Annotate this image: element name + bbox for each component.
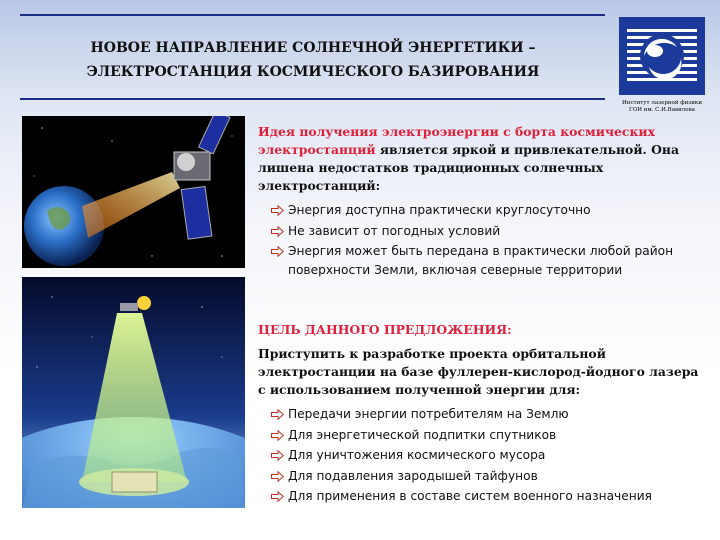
logo-caption-line-1: Институт лазерной физики: [622, 100, 702, 106]
idea-highlight: Идея получения электроэнергии с борта космических электростанций: [258, 124, 655, 157]
list-item-text: Для подавления зародышей тайфунов: [288, 468, 538, 483]
satellite-photo: [22, 116, 245, 268]
arrow-bullet-icon: [271, 205, 284, 216]
arrow-bullet-icon: [271, 491, 284, 502]
list-item: [258, 242, 703, 279]
idea-rest: является яркой и привлекательной. Она лишена недостатков традиционных солнечных электростанций:: [258, 142, 680, 193]
goal-heading: ЦЕЛЬ ДАННОГО ПРЕДЛОЖЕНИЯ:: [258, 322, 512, 337]
list-item: [258, 487, 703, 506]
list-item-text: Для уничтожения космического мусора: [288, 448, 546, 462]
list-item-text: Не зависит от погодных условий: [288, 223, 501, 238]
list-item-text: Для применения в составе систем военного назначения: [288, 489, 652, 503]
list-item: [258, 405, 703, 424]
section-idea: [258, 123, 703, 281]
idea-paragraph: [258, 123, 703, 195]
list-item: [258, 426, 703, 445]
logo-caption-line-2: ГОИ им. С.И.Вавилова: [629, 107, 695, 113]
list-item: [258, 467, 703, 486]
section-goal: [258, 322, 703, 508]
list-item-text: Энергия может быть передана в практически любой район поверхности Земли, включая северные территории: [288, 244, 674, 277]
arrow-bullet-icon: [271, 226, 284, 237]
list-item-text: Энергия доступна практически круглосуточно: [288, 203, 591, 217]
title-line-2: ЭЛЕКТРОСТАНЦИЯ КОСМИЧЕСКОГО БАЗИРОВАНИЯ: [86, 64, 540, 80]
arrow-bullet-icon: [271, 450, 284, 461]
arrow-bullet-icon: [271, 409, 284, 420]
laser-earth-photo: [22, 277, 245, 508]
bottom-rule: [20, 98, 605, 100]
list-item-text: Для энергетической подпитки спутников: [288, 427, 557, 442]
list-item-text: Передачи энергии потребителям на Землю: [288, 407, 569, 421]
list-item: [258, 446, 703, 465]
top-rule: [20, 14, 605, 16]
goal-paragraph: Приступить к разработке проекта орбитальной электростанции на базе фуллерен-кислород-йодного лазера с использованием полученной энергии для:: [258, 346, 699, 397]
page-title: [28, 36, 598, 84]
arrow-bullet-icon: [271, 246, 284, 257]
arrow-bullet-icon: [271, 471, 284, 482]
logo-caption: [612, 100, 712, 114]
goals-list: [258, 405, 703, 506]
arrow-bullet-icon: [271, 430, 284, 441]
list-item: [258, 222, 703, 241]
list-item: [258, 201, 703, 220]
advantages-list: [258, 201, 703, 279]
title-line-1: НОВОЕ НАПРАВЛЕНИЕ СОЛНЕЧНОЙ ЭНЕРГЕТИКИ –: [90, 40, 536, 56]
institute-logo: [619, 17, 705, 95]
